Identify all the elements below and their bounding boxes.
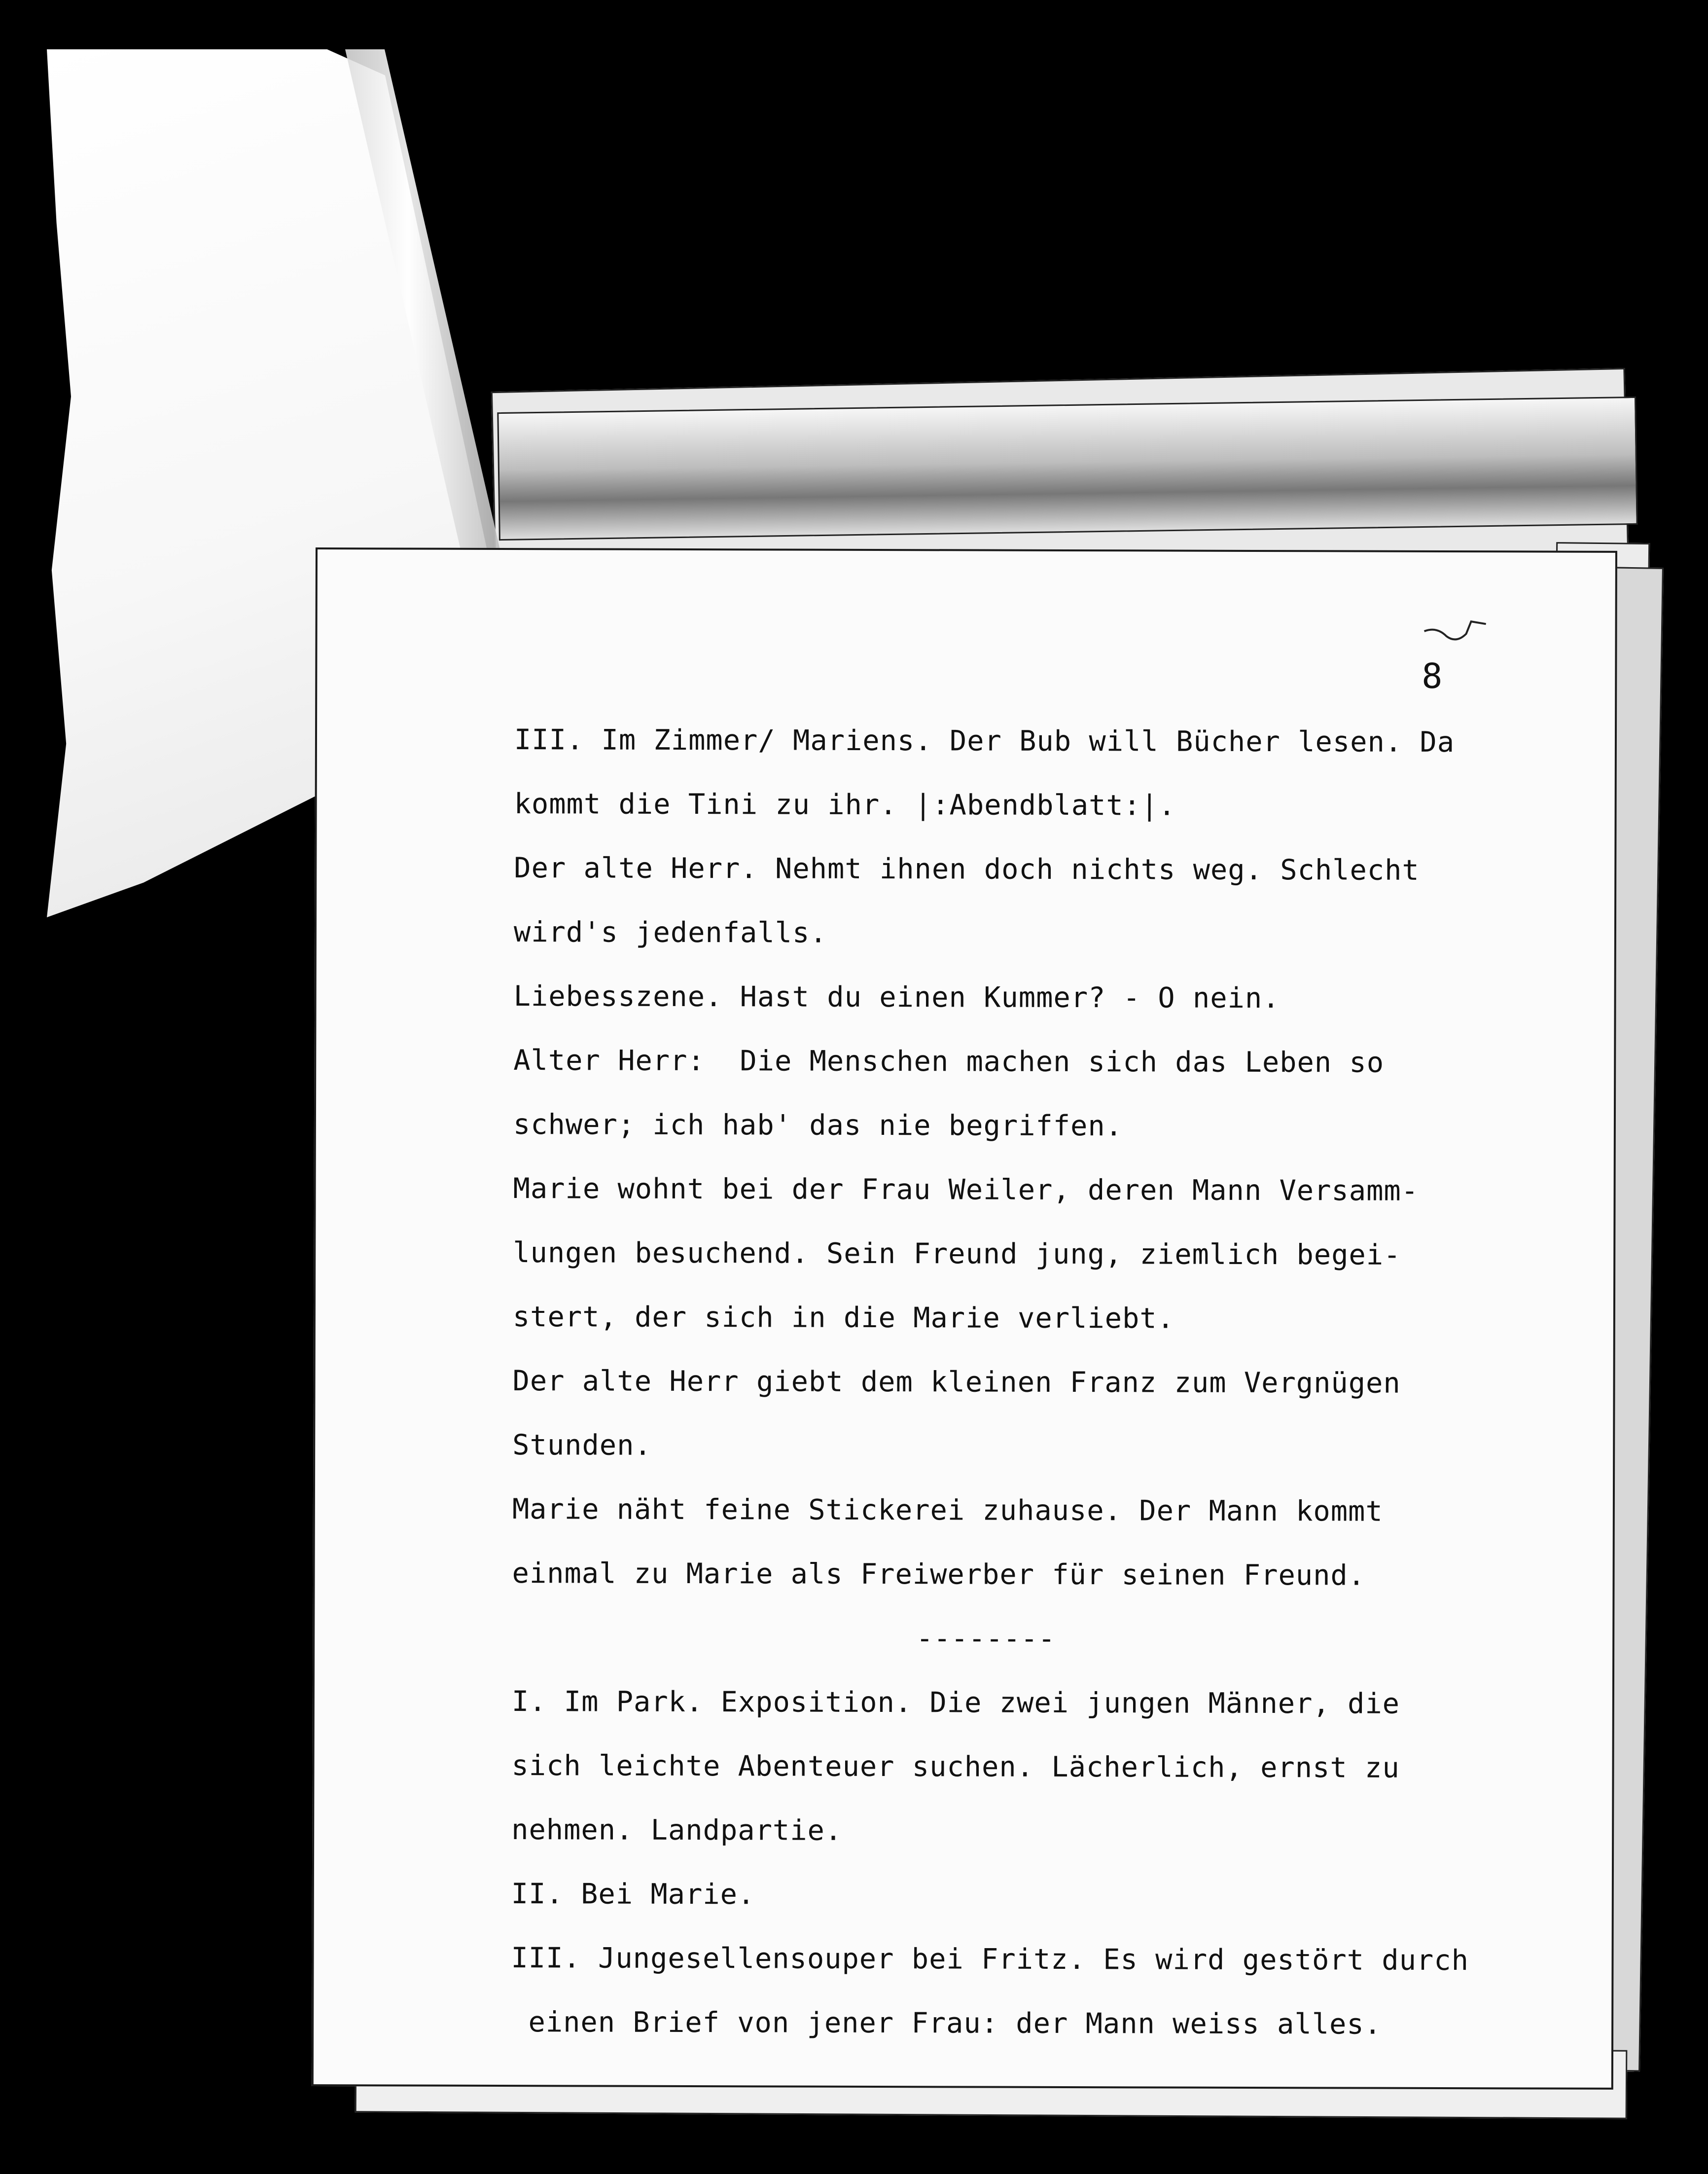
text-line: einen Brief von jener Frau: der Mann weiss alles. [511,2006,1382,2041]
text-line: II. Bei Marie. [511,1878,755,1911]
typed-page [312,547,1617,2090]
section-separator [512,1605,1587,1672]
text-line: einmal zu Marie als Freiwerber für seinen Freund. [512,1557,1366,1592]
text-line: Liebesszene. Hast du einen Kummer? - O nein. [513,980,1280,1015]
text-line: lungen besuchend. Sein Freund jung, ziemlich begei- [513,1236,1401,1271]
text-line: III. Im Zimmer/ Mariens. Der Bub will Bücher lesen. Da [514,724,1455,759]
separator-dashes: -------- [916,1622,1056,1655]
text-line: III. Jungesellensouper bei Fritz. Es wird gestört durch [511,1942,1469,1977]
text-line: nehmen. Landpartie. [511,1813,843,1847]
handwritten-mark [1422,616,1491,646]
text-line: Marie wohnt bei der Frau Weiler, deren Mann Versamm- [513,1172,1419,1207]
page-stack-edge [497,397,1637,541]
text-line: Marie näht feine Stickerei zuhause. Der Mann kommt [512,1493,1383,1528]
text-line: stert, der sich in die Marie verliebt. [512,1301,1175,1335]
text-line: wird's jedenfalls. [513,916,827,949]
text-line: Der alte Herr. Nehmt ihnen doch nichts weg. Schlecht [514,852,1420,887]
text-line: schwer; ich hab' das nie begriffen. [513,1108,1123,1143]
text-line: Alter Herr: Die Menschen machen sich das Leben so [513,1044,1385,1079]
page-number: 8 [1422,655,1443,696]
text-line: Der alte Herr giebt dem kleinen Franz zum Vergnügen [512,1365,1401,1400]
text-line: sich leichte Abenteuer suchen. Lächerlich, ernst zu [511,1749,1400,1784]
typed-text [511,708,1589,2057]
text-line: kommt die Tini zu ihr. |:Abendblatt:|. [514,788,1176,822]
text-line: I. Im Park. Exposition. Die zwei jungen Männer, die [511,1685,1400,1720]
text-line: Stunden. [512,1429,652,1462]
